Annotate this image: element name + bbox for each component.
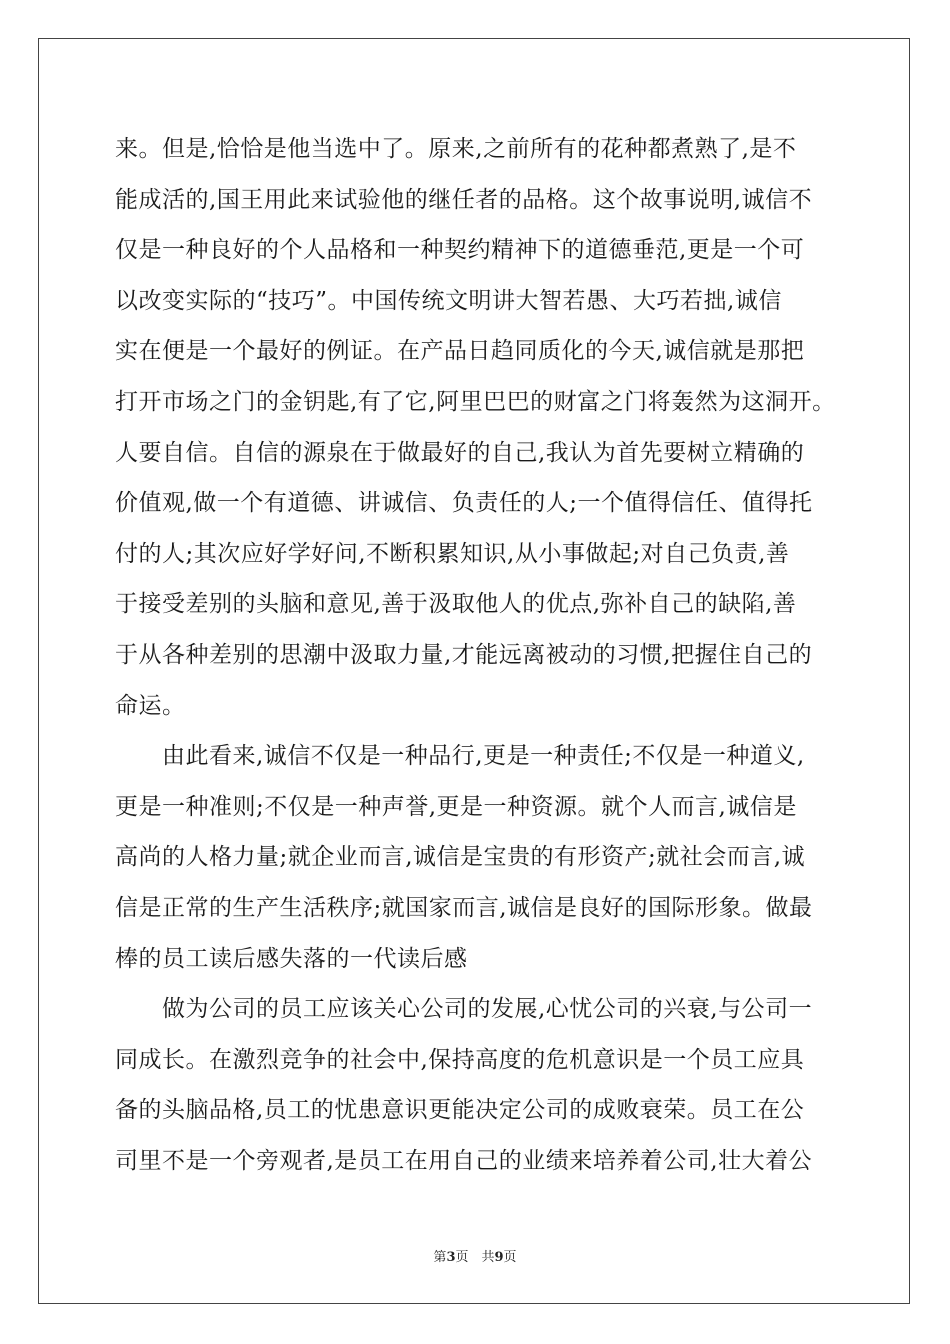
text-line: 价值观,做一个有道德、讲诚信、负责任的人;一个值得信任、值得托 xyxy=(115,490,813,517)
text-line: 付的人;其次应好学好问,不断积累知识,从小事做起;对自己负责,善 xyxy=(115,540,790,567)
text-line: 人要自信。自信的源泉在于做最好的自己,我认为首先要树立精确的 xyxy=(115,439,805,466)
text-line: 能成活的,国王用此来试验他的继任者的品格。这个故事说明,诚信不 xyxy=(115,186,813,213)
text-line: 于从各种差别的思潮中汲取力量,才能远离被动的习惯,把握住自己的 xyxy=(115,641,813,668)
text-line: 命运。 xyxy=(115,692,186,719)
text-line: 以改变实际的“技巧”。中国传统文明讲大智若愚、大巧若拙,诚信 xyxy=(115,287,782,314)
page-label-prefix: 第 xyxy=(433,1250,447,1265)
text-line: 由此看来,诚信不仅是一种品行,更是一种责任;不仅是一种道义, xyxy=(115,743,805,770)
page-label-suffix: 页 xyxy=(503,1250,517,1265)
text-line: 实在便是一个最好的例证。在产品日趋同质化的今天,诚信就是那把 xyxy=(115,338,805,365)
text-line: 司里不是一个旁观者,是员工在用自己的业绩来培养着公司,壮大着公 xyxy=(115,1147,813,1174)
page-label-middle: 页 共 xyxy=(455,1250,495,1265)
text-line: 信是正常的生产生活秩序;就国家而言,诚信是良好的国际形象。做最 xyxy=(115,894,813,921)
text-line: 备的头脑品格,员工的忧患意识更能决定公司的成败衰荣。员工在公 xyxy=(115,1097,805,1124)
text-line: 同成长。在激烈竞争的社会中,保持高度的危机意识是一个员工应具 xyxy=(115,1046,805,1073)
text-line: 打开市场之门的金钥匙,有了它,阿里巴巴的财富之门将轰然为这洞开。 xyxy=(115,388,836,415)
document-body xyxy=(115,124,845,1186)
page-footer xyxy=(0,1246,950,1265)
text-line: 仅是一种良好的个人品格和一种契约精神下的道德垂范,更是一个可 xyxy=(115,237,805,264)
text-line: 棒的员工读后感失落的一代读后感 xyxy=(115,945,468,972)
text-line: 于接受差别的头脑和意见,善于汲取他人的优点,弥补自己的缺陷,善 xyxy=(115,591,797,618)
text-line: 做为公司的员工应该关心公司的发展,心忧公司的兴衰,与公司一 xyxy=(115,996,813,1023)
text-line: 更是一种准则;不仅是一种声誉,更是一种资源。就个人而言,诚信是 xyxy=(115,793,797,820)
page-current-number: 3 xyxy=(446,1250,456,1265)
page-total-number: 9 xyxy=(494,1250,504,1265)
text-line: 高尚的人格力量;就企业而言,诚信是宝贵的有形资产;就社会而言,诚 xyxy=(115,844,806,871)
text-line: 来。但是,恰恰是他当选中了。原来,之前所有的花种都煮熟了,是不 xyxy=(115,136,797,162)
